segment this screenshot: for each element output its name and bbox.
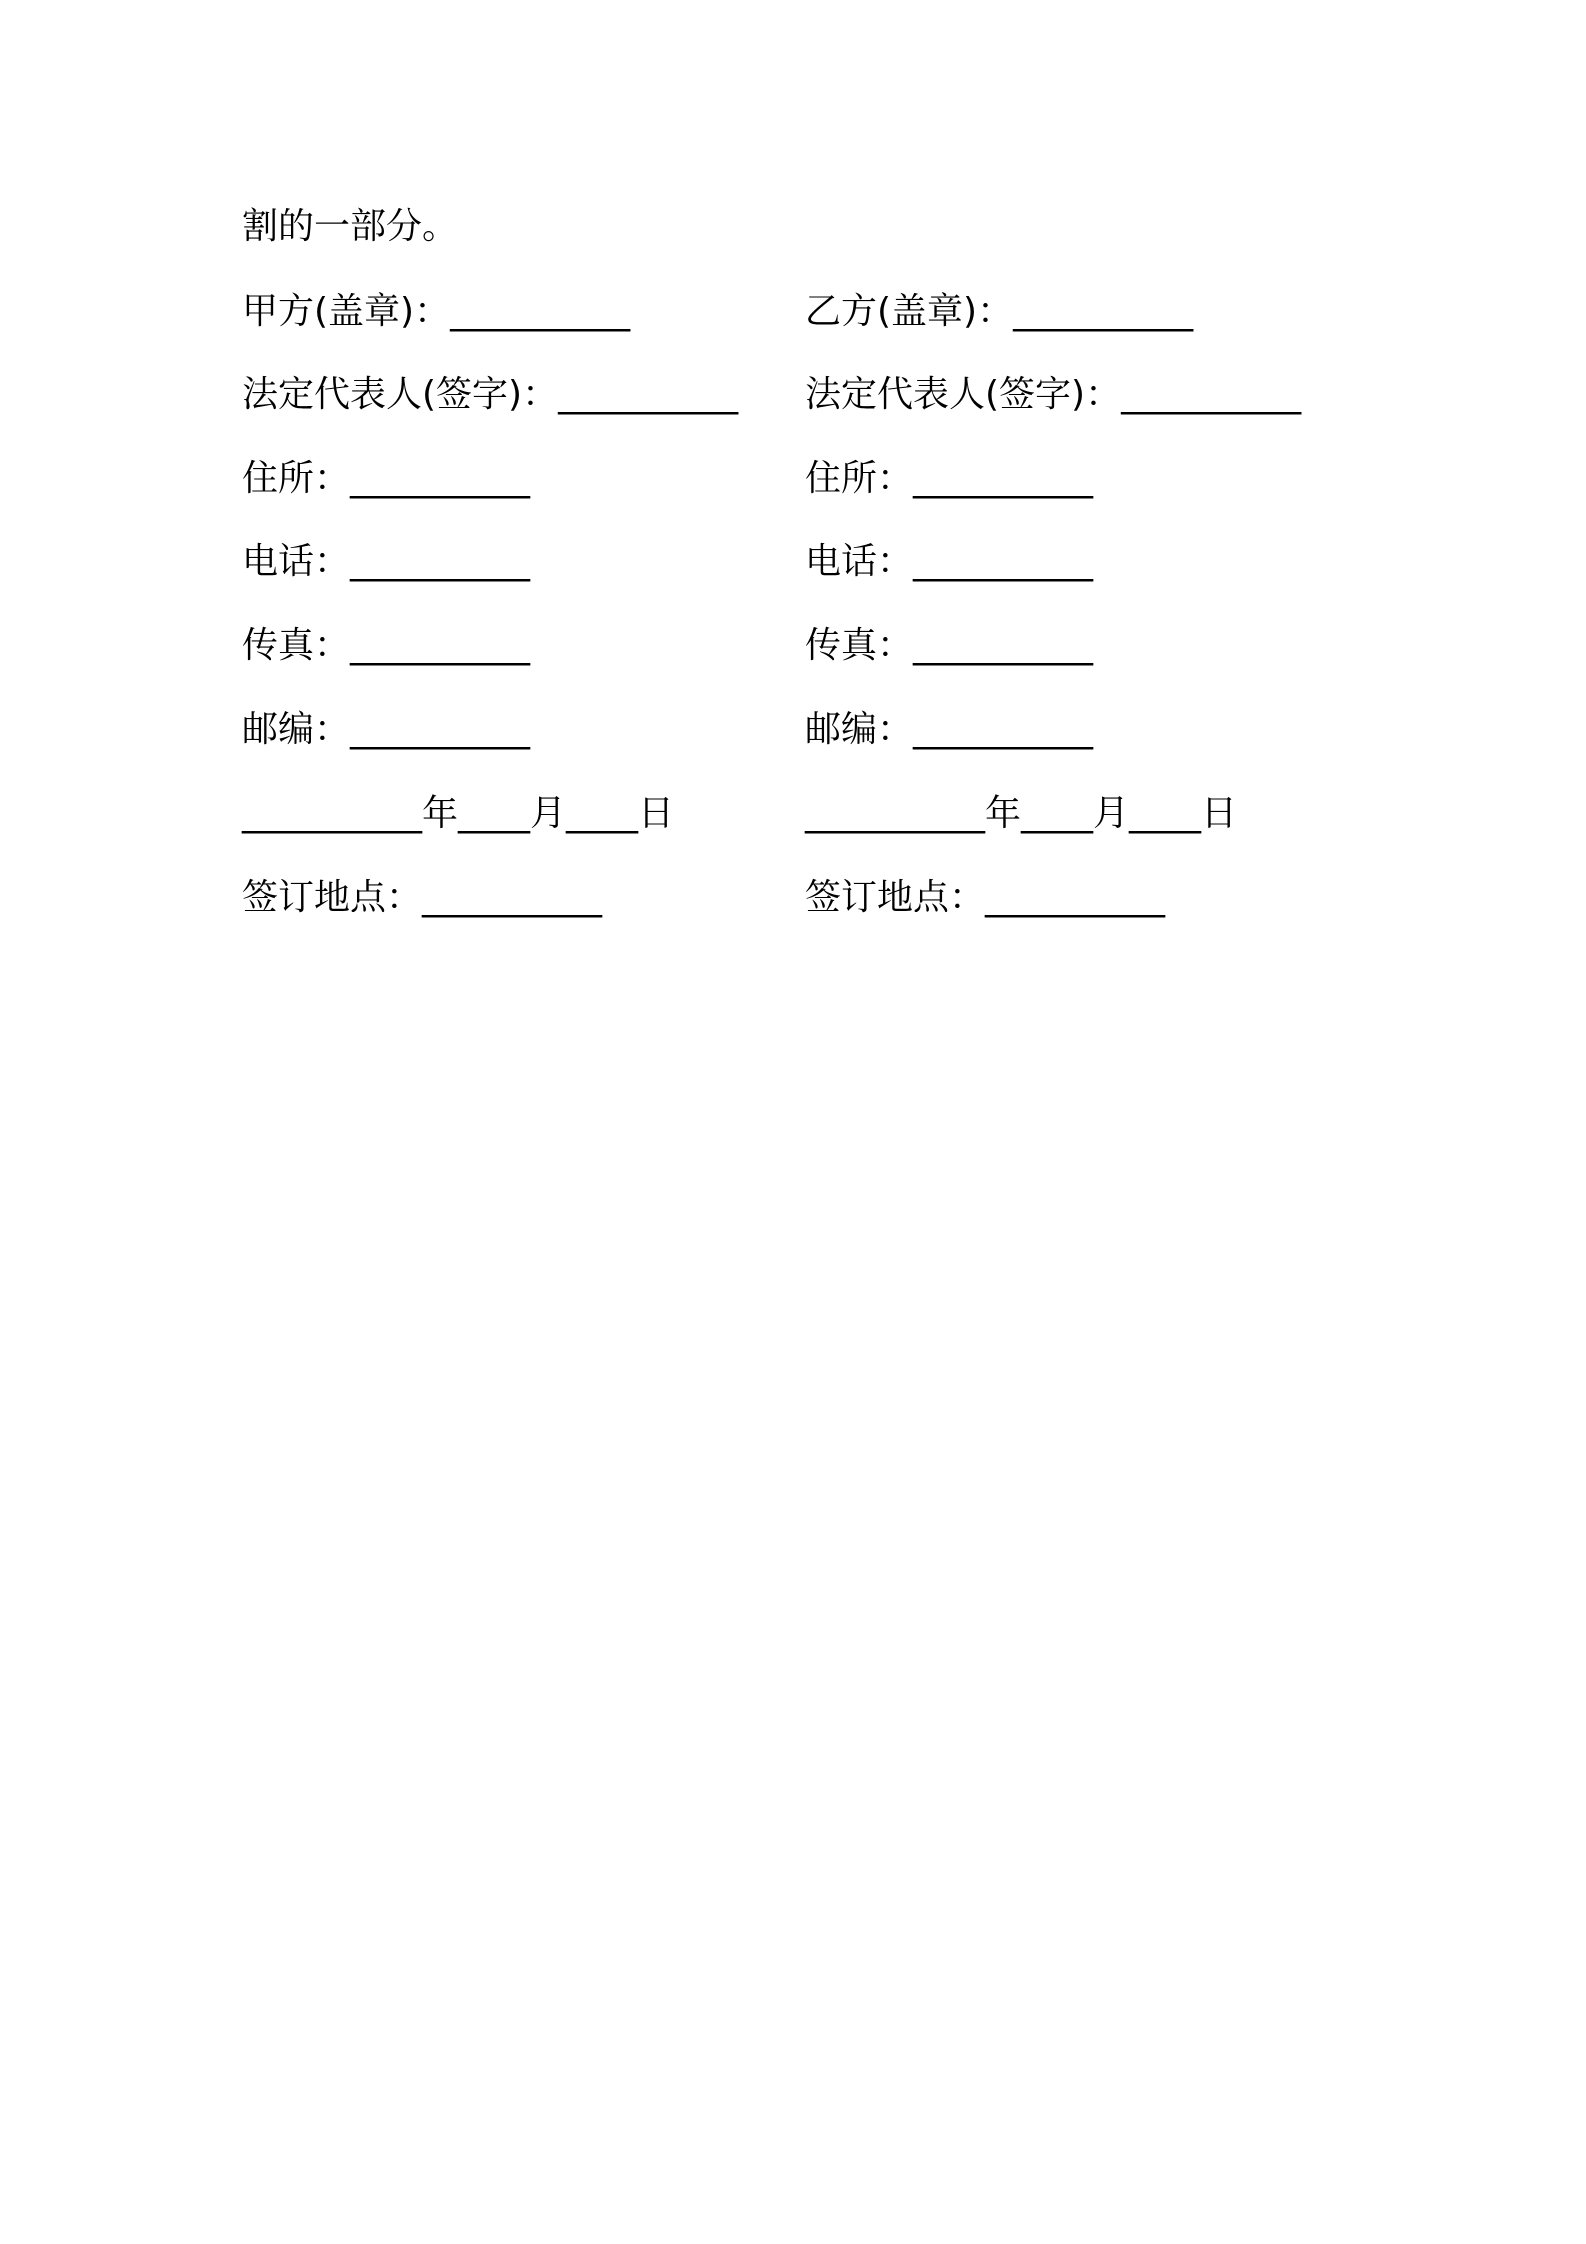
party-a-seal: 甲方(盖章)：__________: [242, 291, 631, 332]
party-b-signing-place: 签订地点：__________: [805, 877, 1166, 918]
party-a-postcode: 邮编：__________: [242, 709, 531, 750]
party-a-date: __________年____月____日: [242, 793, 674, 834]
party-a-fax: 传真：__________: [242, 625, 531, 666]
party-b-phone: 电话：__________: [805, 541, 1094, 582]
party-a-address: 住所：__________: [242, 458, 531, 499]
party-b-postcode: 邮编：__________: [805, 709, 1094, 750]
party-a-signing-place: 签订地点：__________: [242, 877, 603, 918]
party-b-address: 住所：__________: [805, 458, 1094, 499]
party-b-seal: 乙方(盖章)：__________: [805, 291, 1194, 332]
party-a-phone: 电话：__________: [242, 541, 531, 582]
party-b-fax: 传真：__________: [805, 625, 1094, 666]
intro-tail-text: 割的一部分。: [242, 206, 459, 247]
party-b-legal-rep: 法定代表人(签字)：__________: [805, 374, 1302, 415]
party-a-legal-rep: 法定代表人(签字)：__________: [242, 374, 739, 415]
party-b-date: __________年____月____日: [805, 793, 1237, 834]
